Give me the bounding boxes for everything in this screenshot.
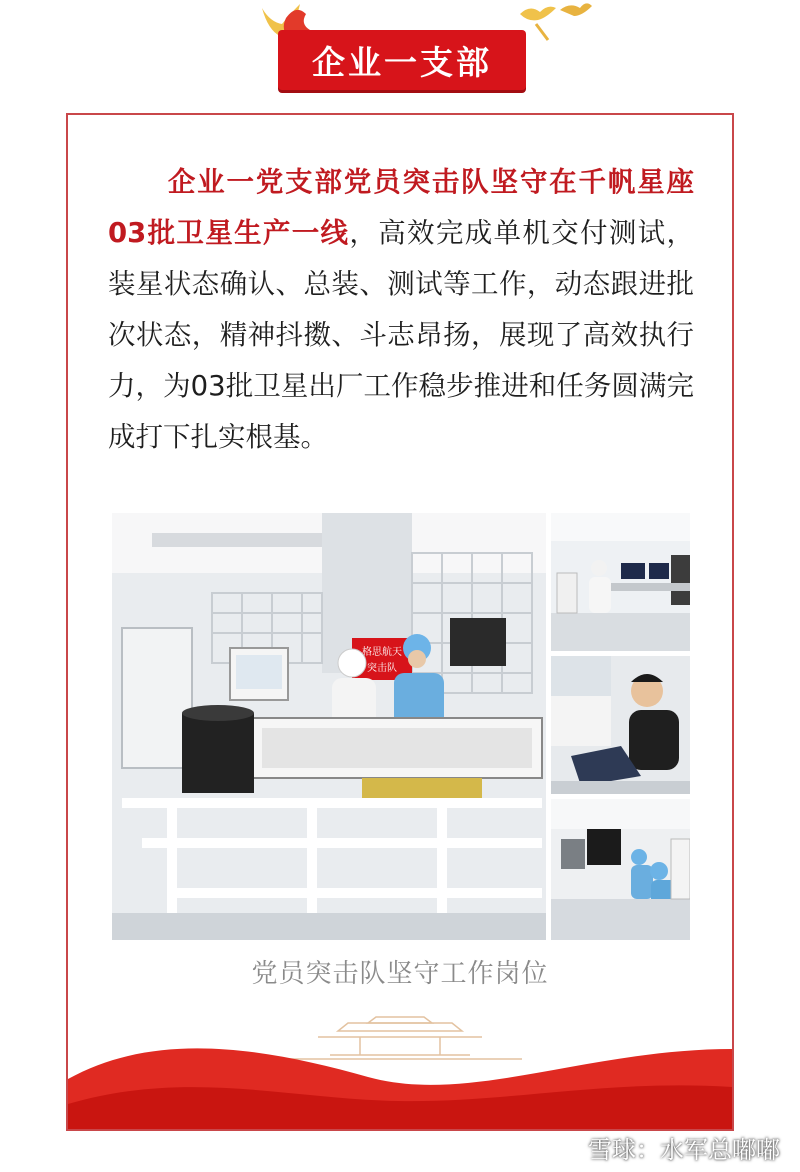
engineer-laptop-photo bbox=[551, 656, 690, 794]
section-title-banner bbox=[278, 30, 526, 90]
dove-right-icon bbox=[520, 3, 592, 40]
red-wave-decoration bbox=[68, 1009, 732, 1129]
testing-bench-photo bbox=[551, 799, 690, 940]
side-photo-laptop bbox=[551, 656, 690, 794]
satellite-assembly-photo bbox=[112, 513, 546, 940]
watermark-text: 雪球：水军总嘟嘟 bbox=[588, 1136, 780, 1164]
watermark bbox=[556, 1130, 780, 1165]
article-paragraph bbox=[108, 157, 694, 463]
xueqiu-logo-icon bbox=[556, 1135, 582, 1161]
side-photo-lab bbox=[551, 513, 690, 651]
article-highlight: 企业一党支部党员突击队坚守在千帆星座03批卫星生产一线 bbox=[108, 166, 694, 249]
lab-workstation-photo bbox=[551, 513, 690, 651]
team-sign-line1: 格思航天 bbox=[362, 647, 402, 658]
tiananmen-lineart-icon bbox=[278, 1017, 522, 1059]
photo-caption: 党员突击队坚守工作岗位 bbox=[251, 959, 549, 989]
article-body: ，高效完成单机交付测试，装星状态确认、总装、测试等工作，动态跟进批次状态，精神抖擞、斗志昂扬，展现了高效执行力，为03批卫星出厂工作稳步推进和任务圆满完成打下扎实根基。 bbox=[108, 217, 694, 453]
content-frame bbox=[66, 113, 734, 1131]
side-photo-testing bbox=[551, 799, 690, 940]
team-sign-line2: 突击队 bbox=[367, 663, 397, 674]
main-photo bbox=[112, 513, 546, 940]
section-title: 企业一支部 bbox=[312, 42, 492, 82]
